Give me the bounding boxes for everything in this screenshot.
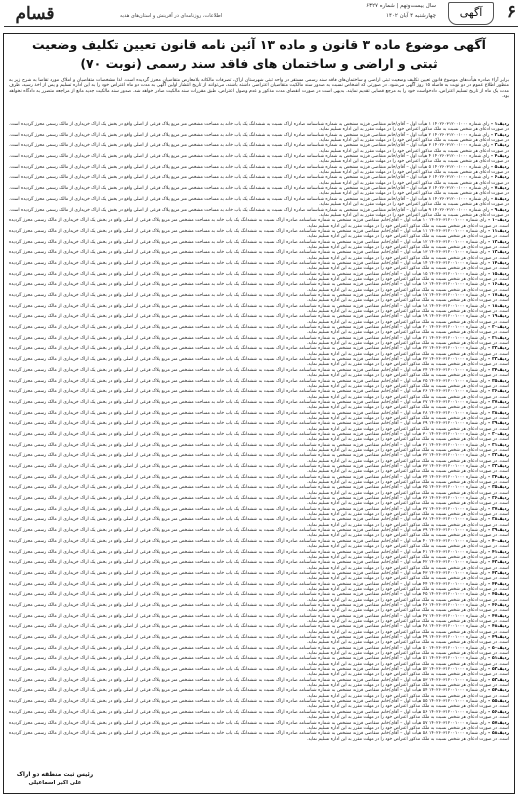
record-number: ردیف۴۲ –	[486, 560, 509, 566]
record-entry: ردیف۶ – رای شماره ۱۴۰۲۶۰۳۱۲۰۰۱۰۰۰ ۶ هیأت اول – آقای/خانم متقاضی فرزند مشخص به شماره شناسنامه صادره اراک نسبت به ششدانگ یک باب خانه به مساحت مشخص متر مربع پلاک فرعی از اصلی واقع در بخش یک اراک خریداری از مالک رسمی محرز گردیده است. در صورت ادعای هر شخص نسبت به ملک مذکور اعتراض خود را در مهلت مقرر به این اداره تسلیم نماید.	[9, 175, 509, 186]
record-entry: ردیف۲۳ – رای شماره ۱۴۰۲۶۰۳۱۲۰۰۱۰۰۰ ۲۳ هیأت اول – آقای/خانم متقاضی فرزند مشخص به شماره شناسنامه صادره اراک نسبت به ششدانگ یک باب خانه به مساحت مشخص متر مربع پلاک فرعی از اصلی واقع در بخش یک اراک خریداری از مالک رسمی محرز گردیده است. در صورت ادعای هر شخص نسبت به ملک مذکور اعتراض خود را در مهلت مقرر به این اداره تسلیم نماید.	[9, 357, 509, 368]
record-entry: ردیف۴۹ – رای شماره ۱۴۰۲۶۰۳۱۲۰۰۱۰۰۰ ۴۹ هیأت اول – آقای/خانم متقاضی فرزند مشخص به شماره شناسنامه صادره اراک نسبت به ششدانگ یک باب خانه به مساحت مشخص متر مربع پلاک فرعی از اصلی واقع در بخش یک اراک خریداری از مالک رسمی محرز گردیده است. در صورت ادعای هر شخص نسبت به ملک مذکور اعتراض خود را در مهلت مقرر به این اداره تسلیم نماید.	[9, 635, 509, 646]
newspaper-logo	[5, 1, 65, 25]
record-number: ردیف۴ –	[489, 154, 509, 160]
record-entry: ردیف۵ – رای شماره ۱۴۰۲۶۰۳۱۲۰۰۱۰۰۰ ۵ هیأت اول – آقای/خانم متقاضی فرزند مشخص به شماره شناسنامه صادره اراک نسبت به ششدانگ یک باب خانه به مساحت مشخص متر مربع پلاک فرعی از اصلی واقع در بخش یک اراک خریداری از مالک رسمی محرز گردیده است. در صورت ادعای هر شخص نسبت به ملک مذکور اعتراض خود را در مهلت مقرر به این اداره تسلیم نماید.	[9, 164, 509, 176]
record-entry: ردیف۵۰ – رای شماره ۱۴۰۲۶۰۳۱۲۰۰۱۰۰۰ ۵۰ هیأت اول – آقای/خانم متقاضی فرزند مشخص به شماره شناسنامه صادره اراک نسبت به ششدانگ یک باب خانه به مساحت مشخص متر مربع پلاک فرعی از اصلی واقع در بخش یک اراک خریداری از مالک رسمی محرز گردیده است. در صورت ادعای هر شخص نسبت به ملک مذکور اعتراض خود را در مهلت مقرر به این اداره تسلیم نماید.	[9, 645, 509, 657]
record-entry: ردیف۵۶ – رای شماره ۱۴۰۲۶۰۳۱۲۰۰۱۰۰۰ ۵۶ هیأت اول – آقای/خانم متقاضی فرزند مشخص به شماره شناسنامه صادره اراک نسبت به ششدانگ یک باب خانه به مساحت مشخص متر مربع پلاک فرعی از اصلی واقع در بخش یک اراک خریداری از مالک رسمی محرز گردیده است. در صورت ادعای هر شخص نسبت به ملک مذکور اعتراض خود را در مهلت مقرر به این اداره تسلیم نماید.	[9, 709, 509, 721]
record-entry: ردیف۱۳ – رای شماره ۱۴۰۲۶۰۳۱۲۰۰۱۰۰۰ ۱۳ هیأت اول – آقای/خانم متقاضی فرزند مشخص به شماره شناسنامه صادره اراک نسبت به ششدانگ یک باب خانه به مساحت مشخص متر مربع پلاک فرعی از اصلی واقع در بخش یک اراک خریداری از مالک رسمی محرز گردیده است. در صورت ادعای هر شخص نسبت به ملک مذکور اعتراض خود را در مهلت مقرر به این اداره تسلیم نماید.	[9, 250, 509, 261]
record-entry: ردیف۳۴ – رای شماره ۱۴۰۲۶۰۳۱۲۰۰۱۰۰۰ ۳۴ هیأت اول – آقای/خانم متقاضی فرزند مشخص به شماره شناسنامه صادره اراک نسبت به ششدانگ یک باب خانه به مساحت مشخص متر مربع پلاک فرعی از اصلی واقع در بخش یک اراک خریداری از مالک رسمی محرز گردیده است. در صورت ادعای هر شخص نسبت به ملک مذکور اعتراض خود را در مهلت مقرر به این اداره تسلیم نماید.	[9, 474, 509, 486]
record-number: ردیف۵۲ –	[486, 667, 509, 673]
signature-block	[10, 771, 100, 787]
record-number: ردیف۴۴ –	[486, 581, 509, 587]
record-entry: ردیف۲۷ – رای شماره ۱۴۰۲۶۰۳۱۲۰۰۱۰۰۰ ۲۷ هیأت اول – آقای/خانم متقاضی فرزند مشخص به شماره شناسنامه صادره اراک نسبت به ششدانگ یک باب خانه به مساحت مشخص متر مربع پلاک فرعی از اصلی واقع در بخش یک اراک خریداری از مالک رسمی محرز گردیده است. در صورت ادعای هر شخص نسبت به ملک مذکور اعتراض خود را در مهلت مقرر به این اداره تسلیم نماید.	[9, 399, 509, 411]
record-number: ردیف۲۶ –	[486, 389, 509, 395]
record-number: ردیف۱۰ –	[486, 218, 509, 224]
record-number: ردیف۱۹ –	[486, 314, 509, 320]
record-number: ردیف۵۰ –	[486, 645, 509, 651]
record-entry: ردیف۲۴ – رای شماره ۱۴۰۲۶۰۳۱۲۰۰۱۰۰۰ ۲۴ هیأت اول – آقای/خانم متقاضی فرزند مشخص به شماره شناسنامه صادره اراک نسبت به ششدانگ یک باب خانه به مساحت مشخص متر مربع پلاک فرعی از اصلی واقع در بخش یک اراک خریداری از مالک رسمی محرز گردیده است. در صورت ادعای هر شخص نسبت به ملک مذکور اعتراض خود را در مهلت مقرر به این اداره تسلیم نماید.	[9, 367, 509, 379]
logo-subtitle: اطلاعات، روزنامه‌ای در آفرینش و استان‌های هدیه	[120, 13, 223, 19]
record-number: ردیف۴۳ –	[486, 570, 509, 576]
record-entry: ردیف۴ – رای شماره ۱۴۰۲۶۰۳۱۲۰۰۱۰۰۰ ۴ هیأت اول – آقای/خانم متقاضی فرزند مشخص به شماره شناسنامه صادره اراک نسبت به ششدانگ یک باب خانه به مساحت مشخص متر مربع پلاک فرعی از اصلی واقع در بخش یک اراک خریداری از مالک رسمی محرز گردیده است. در صورت ادعای هر شخص نسبت به ملک مذکور اعتراض خود را در مهلت مقرر به این اداره تسلیم نماید.	[9, 154, 509, 165]
record-number: ردیف۲ –	[489, 132, 509, 138]
record-entry: ردیف۱۰ – رای شماره ۱۴۰۲۶۰۳۱۲۰۰۱۰۰۰ ۱۰ هیأت اول – آقای/خانم متقاضی فرزند مشخص به شماره شناسنامه صادره اراک نسبت به ششدانگ یک باب خانه به مساحت مشخص متر مربع پلاک فرعی از اصلی واقع در بخش یک اراک خریداری از مالک رسمی محرز گردیده است. در صورت ادعای هر شخص نسبت به ملک مذکور اعتراض خود را در مهلت مقرر به این اداره تسلیم نماید.	[9, 218, 509, 229]
record-entry: ردیف۴۱ – رای شماره ۱۴۰۲۶۰۳۱۲۰۰۱۰۰۰ ۴۱ هیأت اول – آقای/خانم متقاضی فرزند مشخص به شماره شناسنامه صادره اراک نسبت به ششدانگ یک باب خانه به مساحت مشخص متر مربع پلاک فرعی از اصلی واقع در بخش یک اراک خریداری از مالک رسمی محرز گردیده است. در صورت ادعای هر شخص نسبت به ملک مذکور اعتراض خود را در مهلت مقرر به این اداره تسلیم نماید.	[9, 549, 509, 560]
record-entry: ردیف۲۰ – رای شماره ۱۴۰۲۶۰۳۱۲۰۰۱۰۰۰ ۲۰ هیأت اول – آقای/خانم متقاضی فرزند مشخص به شماره شناسنامه صادره اراک نسبت به ششدانگ یک باب خانه به مساحت مشخص متر مربع پلاک فرعی از اصلی واقع در بخش یک اراک خریداری از مالک رسمی محرز گردیده است. در صورت ادعای هر شخص نسبت به ملک مذکور اعتراض خود را در مهلت مقرر به این اداره تسلیم نماید.	[9, 325, 509, 336]
record-entry: ردیف۳۳ – رای شماره ۱۴۰۲۶۰۳۱۲۰۰۱۰۰۰ ۳۳ هیأت اول – آقای/خانم متقاضی فرزند مشخص به شماره شناسنامه صادره اراک نسبت به ششدانگ یک باب خانه به مساحت مشخص متر مربع پلاک فرعی از اصلی واقع در بخش یک اراک خریداری از مالک رسمی محرز گردیده است. در صورت ادعای هر شخص نسبت به ملک مذکور اعتراض خود را در مهلت مقرر به این اداره تسلیم نماید.	[9, 464, 509, 475]
signature-title: رئیس ثبت منطقه دو اراک	[16, 771, 94, 778]
record-number: ردیف۳ –	[489, 143, 509, 149]
record-entry: ردیف۴۲ – رای شماره ۱۴۰۲۶۰۳۱۲۰۰۱۰۰۰ ۴۲ هیأت اول – آقای/خانم متقاضی فرزند مشخص به شماره شناسنامه صادره اراک نسبت به ششدانگ یک باب خانه به مساحت مشخص متر مربع پلاک فرعی از اصلی واقع در بخش یک اراک خریداری از مالک رسمی محرز گردیده است. در صورت ادعای هر شخص نسبت به ملک مذکور اعتراض خود را در مهلت مقرر به این اداره تسلیم نماید.	[9, 560, 509, 571]
record-number: ردیف۸ –	[489, 196, 509, 202]
record-entry: ردیف۲۱ – رای شماره ۱۴۰۲۶۰۳۱۲۰۰۱۰۰۰ ۲۱ هیأت اول – آقای/خانم متقاضی فرزند مشخص به شماره شناسنامه صادره اراک نسبت به ششدانگ یک باب خانه به مساحت مشخص متر مربع پلاک فرعی از اصلی واقع در بخش یک اراک خریداری از مالک رسمی محرز گردیده است. در صورت ادعای هر شخص نسبت به ملک مذکور اعتراض خود را در مهلت مقرر به این اداره تسلیم نماید.	[9, 335, 509, 347]
record-number: ردیف۱۳ –	[486, 250, 509, 256]
record-entry: ردیف۱۵ – رای شماره ۱۴۰۲۶۰۳۱۲۰۰۱۰۰۰ ۱۵ هیأت اول – آقای/خانم متقاضی فرزند مشخص به شماره شناسنامه صادره اراک نسبت به ششدانگ یک باب خانه به مساحت مشخص متر مربع پلاک فرعی از اصلی واقع در بخش یک اراک خریداری از مالک رسمی محرز گردیده است. در صورت ادعای هر شخص نسبت به ملک مذکور اعتراض خود را در مهلت مقرر به این اداره تسلیم نماید.	[9, 271, 509, 282]
record-number: ردیف۵۳ –	[486, 677, 509, 683]
record-number: ردیف۳۴ –	[486, 474, 509, 480]
record-entry: ردیف۲۹ – رای شماره ۱۴۰۲۶۰۳۱۲۰۰۱۰۰۰ ۲۹ هیأت اول – آقای/خانم متقاضی فرزند مشخص به شماره شناسنامه صادره اراک نسبت به ششدانگ یک باب خانه به مساحت مشخص متر مربع پلاک فرعی از اصلی واقع در بخش یک اراک خریداری از مالک رسمی محرز گردیده است. در صورت ادعای هر شخص نسبت به ملک مذکور اعتراض خود را در مهلت مقرر به این اداره تسلیم نماید.	[9, 421, 509, 432]
record-entry: ردیف۸ – رای شماره ۱۴۰۲۶۰۳۱۲۰۰۱۰۰۰ ۸ هیأت اول – آقای/خانم متقاضی فرزند مشخص به شماره شناسنامه صادره اراک نسبت به ششدانگ یک باب خانه به مساحت مشخص متر مربع پلاک فرعی از اصلی واقع در بخش یک اراک خریداری از مالک رسمی محرز گردیده است. در صورت ادعای هر شخص نسبت به ملک مذکور اعتراض خود را در مهلت مقرر به این اداره تسلیم نماید.	[9, 196, 509, 208]
record-number: ردیف۳۹ –	[486, 528, 509, 534]
record-number: ردیف۹ –	[489, 207, 509, 213]
record-number: ردیف۲۴ –	[486, 367, 509, 373]
record-entry: ردیف۴۳ – رای شماره ۱۴۰۲۶۰۳۱۲۰۰۱۰۰۰ ۴۳ هیأت اول – آقای/خانم متقاضی فرزند مشخص به شماره شناسنامه صادره اراک نسبت به ششدانگ یک باب خانه به مساحت مشخص متر مربع پلاک فرعی از اصلی واقع در بخش یک اراک خریداری از مالک رسمی محرز گردیده است. در صورت ادعای هر شخص نسبت به ملک مذکور اعتراض خود را در مهلت مقرر به این اداره تسلیم نماید.	[9, 570, 509, 582]
record-number: ردیف۶ –	[489, 175, 509, 181]
record-number: ردیف۵۴ –	[486, 688, 509, 694]
record-number: ردیف۲۳ –	[486, 357, 509, 363]
record-entry: ردیف۳۵ – رای شماره ۱۴۰۲۶۰۳۱۲۰۰۱۰۰۰ ۳۵ هیأت اول – آقای/خانم متقاضی فرزند مشخص به شماره شناسنامه صادره اراک نسبت به ششدانگ یک باب خانه به مساحت مشخص متر مربع پلاک فرعی از اصلی واقع در بخش یک اراک خریداری از مالک رسمی محرز گردیده است. در صورت ادعای هر شخص نسبت به ملک مذکور اعتراض خود را در مهلت مقرر به این اداره تسلیم نماید.	[9, 485, 509, 496]
record-number: ردیف۷ –	[489, 186, 509, 192]
record-entry: ردیف۵۳ – رای شماره ۱۴۰۲۶۰۳۱۲۰۰۱۰۰۰ ۵۳ هیأت اول – آقای/خانم متقاضی فرزند مشخص به شماره شناسنامه صادره اراک نسبت به ششدانگ یک باب خانه به مساحت مشخص متر مربع پلاک فرعی از اصلی واقع در بخش یک اراک خریداری از مالک رسمی محرز گردیده است. در صورت ادعای هر شخص نسبت به ملک مذکور اعتراض خود را در مهلت مقرر به این اداره تسلیم نماید.	[9, 677, 509, 689]
record-number: ردیف۳۶ –	[486, 496, 509, 502]
record-number: ردیف۵۸ –	[486, 731, 509, 737]
record-number: ردیف۵۵ –	[486, 699, 509, 705]
record-entry: ردیف۱۸ – رای شماره ۱۴۰۲۶۰۳۱۲۰۰۱۰۰۰ ۱۸ هیأت اول – آقای/خانم متقاضی فرزند مشخص به شماره شناسنامه صادره اراک نسبت به ششدانگ یک باب خانه به مساحت مشخص متر مربع پلاک فرعی از اصلی واقع در بخش یک اراک خریداری از مالک رسمی محرز گردیده است. در صورت ادعای هر شخص نسبت به ملک مذکور اعتراض خود را در مهلت مقرر به این اداره تسلیم نماید.	[9, 303, 509, 315]
masthead-divider	[4, 26, 518, 27]
record-entry: ردیف۵۸ – رای شماره ۱۴۰۲۶۰۳۱۲۰۰۱۰۰۰ ۵۸ هیأت اول – آقای/خانم متقاضی فرزند مشخص به شماره شناسنامه صادره اراک نسبت به ششدانگ یک باب خانه به مساحت مشخص متر مربع پلاک فرعی از اصلی واقع در بخش یک اراک خریداری از مالک رسمی محرز گردیده است. در صورت ادعای هر شخص نسبت به ملک مذکور اعتراض خود را در مهلت مقرر به این اداره تسلیم نماید.	[9, 731, 509, 742]
record-number: ردیف۴۹ –	[486, 635, 509, 640]
record-entry: ردیف۳۷ – رای شماره ۱۴۰۲۶۰۳۱۲۰۰۱۰۰۰ ۳۷ هیأت اول – آقای/خانم متقاضی فرزند مشخص به شماره شناسنامه صادره اراک نسبت به ششدانگ یک باب خانه به مساحت مشخص متر مربع پلاک فرعی از اصلی واقع در بخش یک اراک خریداری از مالک رسمی محرز گردیده است. در صورت ادعای هر شخص نسبت به ملک مذکور اعتراض خود را در مهلت مقرر به این اداره تسلیم نماید.	[9, 506, 509, 518]
record-number: ردیف۴۵ –	[486, 592, 509, 598]
record-entry: ردیف۱ – رای شماره ۱۴۰۲۶۰۳۱۲۰۰۱۰۰۰ ۱ هیأت اول – آقای/خانم متقاضی فرزند مشخص به شماره شناسنامه صادره اراک نسبت به ششدانگ یک باب خانه به مساحت مشخص متر مربع پلاک فرعی از اصلی واقع در بخش یک اراک خریداری از مالک رسمی محرز گردیده است. در صورت ادعای هر شخص نسبت به ملک مذکور اعتراض خود را در مهلت مقرر به این اداره تسلیم نماید.	[9, 122, 509, 133]
record-entry: ردیف۵۵ – رای شماره ۱۴۰۲۶۰۳۱۲۰۰۱۰۰۰ ۵۵ هیأت اول – آقای/خانم متقاضی فرزند مشخص به شماره شناسنامه صادره اراک نسبت به ششدانگ یک باب خانه به مساحت مشخص متر مربع پلاک فرعی از اصلی واقع در بخش یک اراک خریداری از مالک رسمی محرز گردیده است. در صورت ادعای هر شخص نسبت به ملک مذکور اعتراض خود را در مهلت مقرر به این اداره تسلیم نماید.	[9, 699, 509, 710]
record-number: ردیف۵۶ –	[486, 709, 509, 715]
record-number: ردیف۳۷ –	[486, 506, 509, 512]
record-entry: ردیف۱۲ – رای شماره ۱۴۰۲۶۰۳۱۲۰۰۱۰۰۰ ۱۲ هیأت اول – آقای/خانم متقاضی فرزند مشخص به شماره شناسنامه صادره اراک نسبت به ششدانگ یک باب خانه به مساحت مشخص متر مربع پلاک فرعی از اصلی واقع در بخش یک اراک خریداری از مالک رسمی محرز گردیده است. در صورت ادعای هر شخص نسبت به ملک مذکور اعتراض خود را در مهلت مقرر به این اداره تسلیم نماید.	[9, 239, 509, 250]
record-number: ردیف۵ –	[489, 164, 509, 170]
records-list	[9, 122, 509, 742]
record-entry: ردیف۷ – رای شماره ۱۴۰۲۶۰۳۱۲۰۰۱۰۰۰ ۷ هیأت اول – آقای/خانم متقاضی فرزند مشخص به شماره شناسنامه صادره اراک نسبت به ششدانگ یک باب خانه به مساحت مشخص متر مربع پلاک فرعی از اصلی واقع در بخش یک اراک خریداری از مالک رسمی محرز گردیده است. در صورت ادعای هر شخص نسبت به ملک مذکور اعتراض خود را در مهلت مقرر به این اداره تسلیم نماید.	[9, 186, 509, 197]
record-entry: ردیف۴۶ – رای شماره ۱۴۰۲۶۰۳۱۲۰۰۱۰۰۰ ۴۶ هیأت اول – آقای/خانم متقاضی فرزند مشخص به شماره شناسنامه صادره اراک نسبت به ششدانگ یک باب خانه به مساحت مشخص متر مربع پلاک فرعی از اصلی واقع در بخش یک اراک خریداری از مالک رسمی محرز گردیده است. در صورت ادعای هر شخص نسبت به ملک مذکور اعتراض خود را در مهلت مقرر به این اداره تسلیم نماید.	[9, 602, 509, 614]
record-number: ردیف۱۲ –	[486, 239, 509, 245]
record-number: ردیف۱۷ –	[486, 293, 509, 298]
record-number: ردیف۱۸ –	[486, 303, 509, 309]
record-number: ردیف۱۶ –	[486, 282, 509, 288]
record-entry: ردیف۱۴ – رای شماره ۱۴۰۲۶۰۳۱۲۰۰۱۰۰۰ ۱۴ هیأت اول – آقای/خانم متقاضی فرزند مشخص به شماره شناسنامه صادره اراک نسبت به ششدانگ یک باب خانه به مساحت مشخص متر مربع پلاک فرعی از اصلی واقع در بخش یک اراک خریداری از مالک رسمی محرز گردیده است. در صورت ادعای هر شخص نسبت به ملک مذکور اعتراض خود را در مهلت مقرر به این اداره تسلیم نماید.	[9, 260, 509, 272]
signature-name: علی اکبر اسماعیلی	[28, 780, 82, 786]
record-number: ردیف۲۲ –	[486, 346, 509, 352]
notice-frame	[3, 33, 515, 794]
record-number: ردیف۳۲ –	[486, 453, 509, 459]
notice-subheadline: ثبتی و اراضی و ساختمان های فاقد سند رسمی (نوبت ۷۰)	[80, 56, 438, 71]
record-entry: ردیف۴۸ – رای شماره ۱۴۰۲۶۰۳۱۲۰۰۱۰۰۰ ۴۸ هیأت اول – آقای/خانم متقاضی فرزند مشخص به شماره شناسنامه صادره اراک نسبت به ششدانگ یک باب خانه به مساحت مشخص متر مربع پلاک فرعی از اصلی واقع در بخش یک اراک خریداری از مالک رسمی محرز گردیده است. در صورت ادعای هر شخص نسبت به ملک مذکور اعتراض خود را در مهلت مقرر به این اداره تسلیم نماید.	[9, 624, 509, 635]
record-entry: ردیف۵۴ – رای شماره ۱۴۰۲۶۰۳۱۲۰۰۱۰۰۰ ۵۴ هیأت اول – آقای/خانم متقاضی فرزند مشخص به شماره شناسنامه صادره اراک نسبت به ششدانگ یک باب خانه به مساحت مشخص متر مربع پلاک فرعی از اصلی واقع در بخش یک اراک خریداری از مالک رسمی محرز گردیده است. در صورت ادعای هر شخص نسبت به ملک مذکور اعتراض خود را در مهلت مقرر به این اداره تسلیم نماید.	[9, 688, 509, 699]
record-number: ردیف۲۰ –	[486, 325, 509, 331]
record-entry: ردیف۴۵ – رای شماره ۱۴۰۲۶۰۳۱۲۰۰۱۰۰۰ ۴۵ هیأت اول – آقای/خانم متقاضی فرزند مشخص به شماره شناسنامه صادره اراک نسبت به ششدانگ یک باب خانه به مساحت مشخص متر مربع پلاک فرعی از اصلی واقع در بخش یک اراک خریداری از مالک رسمی محرز گردیده است. در صورت ادعای هر شخص نسبت به ملک مذکور اعتراض خود را در مهلت مقرر به این اداره تسلیم نماید.	[9, 592, 509, 603]
record-entry: ردیف۳۹ – رای شماره ۱۴۰۲۶۰۳۱۲۰۰۱۰۰۰ ۳۹ هیأت اول – آقای/خانم متقاضی فرزند مشخص به شماره شناسنامه صادره اراک نسبت به ششدانگ یک باب خانه به مساحت مشخص متر مربع پلاک فرعی از اصلی واقع در بخش یک اراک خریداری از مالک رسمی محرز گردیده است. در صورت ادعای هر شخص نسبت به ملک مذکور اعتراض خود را در مهلت مقرر به این اداره تسلیم نماید.	[9, 528, 509, 539]
record-number: ردیف۳۳ –	[486, 464, 509, 469]
record-number: ردیف۱۵ –	[486, 271, 509, 277]
record-number: ردیف۴۱ –	[486, 549, 509, 555]
record-number: ردیف۴۷ –	[486, 613, 509, 619]
record-entry: ردیف۴۷ – رای شماره ۱۴۰۲۶۰۳۱۲۰۰۱۰۰۰ ۴۷ هیأت اول – آقای/خانم متقاضی فرزند مشخص به شماره شناسنامه صادره اراک نسبت به ششدانگ یک باب خانه به مساحت مشخص متر مربع پلاک فرعی از اصلی واقع در بخش یک اراک خریداری از مالک رسمی محرز گردیده است. در صورت ادعای هر شخص نسبت به ملک مذکور اعتراض خود را در مهلت مقرر به این اداره تسلیم نماید.	[9, 613, 509, 624]
record-entry: ردیف۵۷ – رای شماره ۱۴۰۲۶۰۳۱۲۰۰۱۰۰۰ ۵۷ هیأت اول – آقای/خانم متقاضی فرزند مشخص به شماره شناسنامه صادره اراک نسبت به ششدانگ یک باب خانه به مساحت مشخص متر مربع پلاک فرعی از اصلی واقع در بخش یک اراک خریداری از مالک رسمی محرز گردیده است. در صورت ادعای هر شخص نسبت به ملک مذکور اعتراض خود را در مهلت مقرر به این اداره تسلیم نماید.	[9, 720, 509, 731]
record-number: ردیف۲۸ –	[486, 410, 509, 416]
record-number: ردیف۳۰ –	[486, 431, 509, 437]
record-number: ردیف۲۷ –	[486, 399, 509, 405]
notice-headline: آگهی موضوع ماده ۳ قانون و ماده ۱۳ آئین نامه قانون تعیین تکلیف وضعیت	[32, 37, 486, 52]
record-number: ردیف۴۸ –	[486, 624, 509, 630]
masthead	[0, 0, 522, 30]
record-entry: ردیف۲۲ – رای شماره ۱۴۰۲۶۰۳۱۲۰۰۱۰۰۰ ۲۲ هیأت اول – آقای/خانم متقاضی فرزند مشخص به شماره شناسنامه صادره اراک نسبت به ششدانگ یک باب خانه به مساحت مشخص متر مربع پلاک فرعی از اصلی واقع در بخش یک اراک خریداری از مالک رسمی محرز گردیده است. در صورت ادعای هر شخص نسبت به ملک مذکور اعتراض خود را در مهلت مقرر به این اداره تسلیم نماید.	[9, 346, 509, 357]
record-entry: ردیف۱۶ – رای شماره ۱۴۰۲۶۰۳۱۲۰۰۱۰۰۰ ۱۶ هیأت اول – آقای/خانم متقاضی فرزند مشخص به شماره شناسنامه صادره اراک نسبت به ششدانگ یک باب خانه به مساحت مشخص متر مربع پلاک فرعی از اصلی واقع در بخش یک اراک خریداری از مالک رسمی محرز گردیده است. در صورت ادعای هر شخص نسبت به ملک مذکور اعتراض خود را در مهلت مقرر به این اداره تسلیم نماید.	[9, 282, 509, 293]
record-entry: ردیف۱۱ – رای شماره ۱۴۰۲۶۰۳۱۲۰۰۱۰۰۰ ۱۱ هیأت اول – آقای/خانم متقاضی فرزند مشخص به شماره شناسنامه صادره اراک نسبت به ششدانگ یک باب خانه به مساحت مشخص متر مربع پلاک فرعی از اصلی واقع در بخش یک اراک خریداری از مالک رسمی محرز گردیده است. در صورت ادعای هر شخص نسبت به ملک مذکور اعتراض خود را در مهلت مقرر به این اداره تسلیم نماید.	[9, 228, 509, 240]
record-entry: ردیف۳۲ – رای شماره ۱۴۰۲۶۰۳۱۲۰۰۱۰۰۰ ۳۲ هیأت اول – آقای/خانم متقاضی فرزند مشخص به شماره شناسنامه صادره اراک نسبت به ششدانگ یک باب خانه به مساحت مشخص متر مربع پلاک فرعی از اصلی واقع در بخش یک اراک خریداری از مالک رسمی محرز گردیده است. در صورت ادعای هر شخص نسبت به ملک مذکور اعتراض خود را در مهلت مقرر به این اداره تسلیم نماید.	[9, 453, 509, 464]
record-entry: ردیف۵۲ – رای شماره ۱۴۰۲۶۰۳۱۲۰۰۱۰۰۰ ۵۲ هیأت اول – آقای/خانم متقاضی فرزند مشخص به شماره شناسنامه صادره اراک نسبت به ششدانگ یک باب خانه به مساحت مشخص متر مربع پلاک فرعی از اصلی واقع در بخش یک اراک خریداری از مالک رسمی محرز گردیده است. در صورت ادعای هر شخص نسبت به ملک مذکور اعتراض خود را در مهلت مقرر به این اداره تسلیم نماید.	[9, 667, 509, 678]
section-tab: آگهی	[448, 2, 494, 25]
page-number: ۶	[506, 2, 516, 22]
record-entry: ردیف۴۰ – رای شماره ۱۴۰۲۶۰۳۱۲۰۰۱۰۰۰ ۴۰ هیأت اول – آقای/خانم متقاضی فرزند مشخص به شماره شناسنامه صادره اراک نسبت به ششدانگ یک باب خانه به مساحت مشخص متر مربع پلاک فرعی از اصلی واقع در بخش یک اراک خریداری از مالک رسمی محرز گردیده است. در صورت ادعای هر شخص نسبت به ملک مذکور اعتراض خود را در مهلت مقرر به این اداره تسلیم نماید.	[9, 538, 509, 550]
record-number: ردیف۲۱ –	[486, 335, 509, 341]
record-number: ردیف۳۱ –	[486, 442, 509, 448]
record-entry: ردیف۳ – رای شماره ۱۴۰۲۶۰۳۱۲۰۰۱۰۰۰ ۳ هیأت اول – آقای/خانم متقاضی فرزند مشخص به شماره شناسنامه صادره اراک نسبت به ششدانگ یک باب خانه به مساحت مشخص متر مربع پلاک فرعی از اصلی واقع در بخش یک اراک خریداری از مالک رسمی محرز گردیده است. در صورت ادعای هر شخص نسبت به ملک مذکور اعتراض خود را در مهلت مقرر به این اداره تسلیم نماید.	[9, 143, 509, 154]
record-number: ردیف۴۶ –	[486, 602, 509, 608]
record-entry: ردیف۳۸ – رای شماره ۱۴۰۲۶۰۳۱۲۰۰۱۰۰۰ ۳۸ هیأت اول – آقای/خانم متقاضی فرزند مشخص به شماره شناسنامه صادره اراک نسبت به ششدانگ یک باب خانه به مساحت مشخص متر مربع پلاک فرعی از اصلی واقع در بخش یک اراک خریداری از مالک رسمی محرز گردیده است. در صورت ادعای هر شخص نسبت به ملک مذکور اعتراض خود را در مهلت مقرر به این اداره تسلیم نماید.	[9, 517, 509, 528]
record-entry: ردیف۱۹ – رای شماره ۱۴۰۲۶۰۳۱۲۰۰۱۰۰۰ ۱۹ هیأت اول – آقای/خانم متقاضی فرزند مشخص به شماره شناسنامه صادره اراک نسبت به ششدانگ یک باب خانه به مساحت مشخص متر مربع پلاک فرعی از اصلی واقع در بخش یک اراک خریداری از مالک رسمی محرز گردیده است. در صورت ادعای هر شخص نسبت به ملک مذکور اعتراض خود را در مهلت مقرر به این اداره تسلیم نماید.	[9, 314, 509, 325]
record-entry: ردیف۳۶ – رای شماره ۱۴۰۲۶۰۳۱۲۰۰۱۰۰۰ ۳۶ هیأت اول – آقای/خانم متقاضی فرزند مشخص به شماره شناسنامه صادره اراک نسبت به ششدانگ یک باب خانه به مساحت مشخص متر مربع پلاک فرعی از اصلی واقع در بخش یک اراک خریداری از مالک رسمی محرز گردیده است. در صورت ادعای هر شخص نسبت به ملک مذکور اعتراض خود را در مهلت مقرر به این اداره تسلیم نماید.	[9, 496, 509, 507]
record-entry: ردیف۵۱ – رای شماره ۱۴۰۲۶۰۳۱۲۰۰۱۰۰۰ ۵۱ هیأت اول – آقای/خانم متقاضی فرزند مشخص به شماره شناسنامه صادره اراک نسبت به ششدانگ یک باب خانه به مساحت مشخص متر مربع پلاک فرعی از اصلی واقع در بخش یک اراک خریداری از مالک رسمی محرز گردیده است. در صورت ادعای هر شخص نسبت به ملک مذکور اعتراض خود را در مهلت مقرر به این اداره تسلیم نماید.	[9, 656, 509, 667]
record-entry: ردیف۲۸ – رای شماره ۱۴۰۲۶۰۳۱۲۰۰۱۰۰۰ ۲۸ هیأت اول – آقای/خانم متقاضی فرزند مشخص به شماره شناسنامه صادره اراک نسبت به ششدانگ یک باب خانه به مساحت مشخص متر مربع پلاک فرعی از اصلی واقع در بخش یک اراک خریداری از مالک رسمی محرز گردیده است. در صورت ادعای هر شخص نسبت به ملک مذکور اعتراض خود را در مهلت مقرر به این اداره تسلیم نماید.	[9, 410, 509, 421]
record-entry: ردیف۲۵ – رای شماره ۱۴۰۲۶۰۳۱۲۰۰۱۰۰۰ ۲۵ هیأت اول – آقای/خانم متقاضی فرزند مشخص به شماره شناسنامه صادره اراک نسبت به ششدانگ یک باب خانه به مساحت مشخص متر مربع پلاک فرعی از اصلی واقع در بخش یک اراک خریداری از مالک رسمی محرز گردیده است. در صورت ادعای هر شخص نسبت به ملک مذکور اعتراض خود را در مهلت مقرر به این اداره تسلیم نماید.	[9, 378, 509, 389]
record-number: ردیف۱۱ –	[486, 228, 509, 234]
record-entry: ردیف۳۱ – رای شماره ۱۴۰۲۶۰۳۱۲۰۰۱۰۰۰ ۳۱ هیأت اول – آقای/خانم متقاضی فرزند مشخص به شماره شناسنامه صادره اراک نسبت به ششدانگ یک باب خانه به مساحت مشخص متر مربع پلاک فرعی از اصلی واقع در بخش یک اراک خریداری از مالک رسمی محرز گردیده است. در صورت ادعای هر شخص نسبت به ملک مذکور اعتراض خود را در مهلت مقرر به این اداره تسلیم نماید.	[9, 442, 509, 453]
record-entry: ردیف۳۰ – رای شماره ۱۴۰۲۶۰۳۱۲۰۰۱۰۰۰ ۳۰ هیأت اول – آقای/خانم متقاضی فرزند مشخص به شماره شناسنامه صادره اراک نسبت به ششدانگ یک باب خانه به مساحت مشخص متر مربع پلاک فرعی از اصلی واقع در بخش یک اراک خریداری از مالک رسمی محرز گردیده است. در صورت ادعای هر شخص نسبت به ملک مذکور اعتراض خود را در مهلت مقرر به این اداره تسلیم نماید.	[9, 431, 509, 443]
record-number: ردیف۵۱ –	[486, 656, 509, 662]
record-entry: ردیف۹ – رای شماره ۱۴۰۲۶۰۳۱۲۰۰۱۰۰۰ ۹ هیأت اول – آقای/خانم متقاضی فرزند مشخص به شماره شناسنامه صادره اراک نسبت به ششدانگ یک باب خانه به مساحت مشخص متر مربع پلاک فرعی از اصلی واقع در بخش یک اراک خریداری از مالک رسمی محرز گردیده است. در صورت ادعای هر شخص نسبت به ملک مذکور اعتراض خود را در مهلت مقرر به این اداره تسلیم نماید.	[9, 207, 509, 218]
date-line: چهارشنبه ۴ آبان ۱۴۰۲	[386, 13, 436, 19]
record-entry: ردیف۲۶ – رای شماره ۱۴۰۲۶۰۳۱۲۰۰۱۰۰۰ ۲۶ هیأت اول – آقای/خانم متقاضی فرزند مشخص به شماره شناسنامه صادره اراک نسبت به ششدانگ یک باب خانه به مساحت مشخص متر مربع پلاک فرعی از اصلی واقع در بخش یک اراک خریداری از مالک رسمی محرز گردیده است. در صورت ادعای هر شخص نسبت به ملک مذکور اعتراض خود را در مهلت مقرر به این اداره تسلیم نماید.	[9, 389, 509, 400]
record-number: ردیف۴۰ –	[486, 538, 509, 544]
svg-text:قسام: قسام	[15, 4, 55, 24]
record-number: ردیف۱ –	[489, 122, 509, 127]
notice-intro: برابر آراء صادره هیأت‌های موضوع قانون تعیین تکلیف وضعیت ثبتی اراضی و ساختمان‌های فاقد سند رسمی مستقر در واحد ثبتی شهرستان اراک، تصرفات مالکانه بلامعارض متقاضیان محرز گردیده است. لذا مشخصات متقاضیان و املاک مورد تقاضا به شرح زیر به منظور اطلاع عموم در دو نوبت به فاصله ۱۵ روز آگهی می‌شود. در صورتی که اشخاص نسبت به صدور سند مالکیت متقاضیان اعتراضی داشته باشند، می‌توانند از تاریخ انتشار اولین آگهی به مدت دو ماه اعتراض خود را به این اداره تسلیم و پس از اخذ رسید، ظرف مدت یک ماه از تاریخ تسلیم اعتراض، دادخواست خود را به مرجع قضایی تقدیم نمایند. بدیهی است در صورت انقضای مدت مذکور و عدم وصول اعتراض، طبق مقررات سند مالکیت صادر خواهد شد. صدور سند مالکیت جدید مانع از مراجعه متضرر به دادگاه نخواهد بود.	[9, 78, 510, 100]
record-number: ردیف۳۵ –	[486, 485, 509, 491]
record-entry: ردیف۱۷ – رای شماره ۱۴۰۲۶۰۳۱۲۰۰۱۰۰۰ ۱۷ هیأت اول – آقای/خانم متقاضی فرزند مشخص به شماره شناسنامه صادره اراک نسبت به ششدانگ یک باب خانه به مساحت مشخص متر مربع پلاک فرعی از اصلی واقع در بخش یک اراک خریداری از مالک رسمی محرز گردیده است. در صورت ادعای هر شخص نسبت به ملک مذکور اعتراض خود را در مهلت مقرر به این اداره تسلیم نماید.	[9, 293, 509, 304]
record-entry: ردیف۲ – رای شماره ۱۴۰۲۶۰۳۱۲۰۰۱۰۰۰ ۲ هیأت اول – آقای/خانم متقاضی فرزند مشخص به شماره شناسنامه صادره اراک نسبت به ششدانگ یک باب خانه به مساحت مشخص متر مربع پلاک فرعی از اصلی واقع در بخش یک اراک خریداری از مالک رسمی محرز گردیده است. در صورت ادعای هر شخص نسبت به ملک مذکور اعتراض خود را در مهلت مقرر به این اداره تسلیم نماید.	[9, 132, 509, 144]
record-number: ردیف۳۸ –	[486, 517, 509, 523]
record-number: ردیف۲۵ –	[486, 378, 509, 384]
record-number: ردیف۱۴ –	[486, 260, 509, 266]
record-entry: ردیف۴۴ – رای شماره ۱۴۰۲۶۰۳۱۲۰۰۱۰۰۰ ۴۴ هیأت اول – آقای/خانم متقاضی فرزند مشخص به شماره شناسنامه صادره اراک نسبت به ششدانگ یک باب خانه به مساحت مشخص متر مربع پلاک فرعی از اصلی واقع در بخش یک اراک خریداری از مالک رسمی محرز گردیده است. در صورت ادعای هر شخص نسبت به ملک مذکور اعتراض خود را در مهلت مقرر به این اداره تسلیم نماید.	[9, 581, 509, 592]
record-number: ردیف۵۷ –	[486, 720, 509, 726]
record-number: ردیف۲۹ –	[486, 421, 509, 427]
issue-line: سال بیست‌ونهم | شماره ۶۳۲۷	[366, 3, 436, 9]
